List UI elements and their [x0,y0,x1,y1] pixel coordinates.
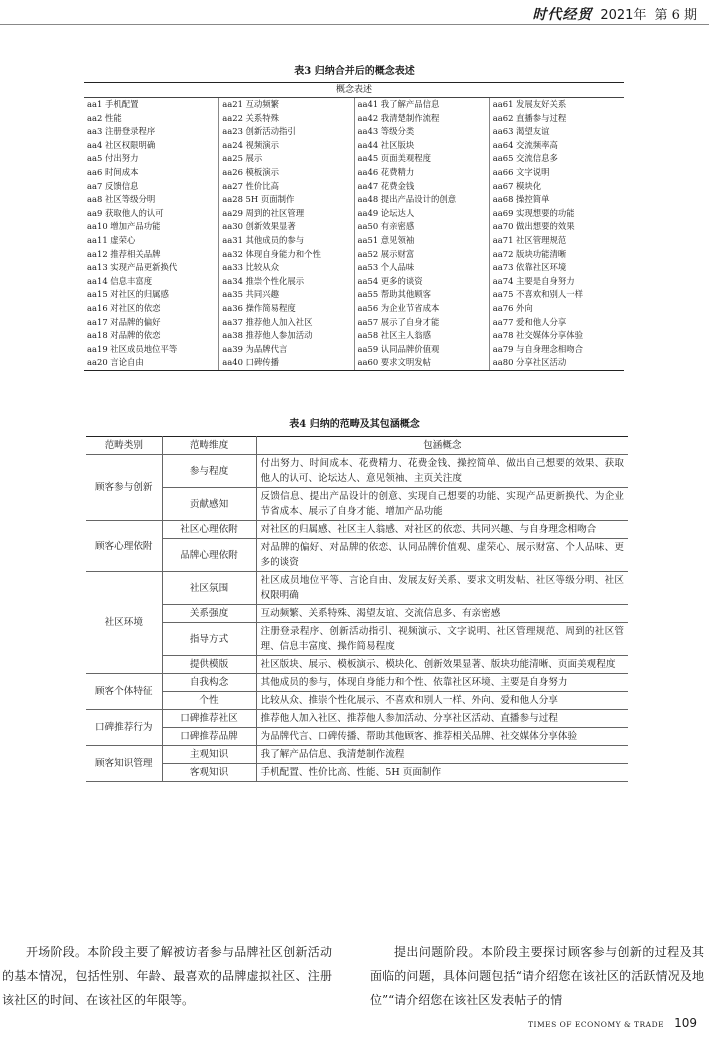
table-row [86,674,628,692]
table3-column [218,98,353,370]
concept-cell: aa71 社区管理规范 [492,234,567,245]
concept-cell: aa73 依靠社区环境 [492,262,567,273]
table-row [86,764,628,782]
concept-cell: aa18 对品牌的依恋 [87,330,161,341]
concept-cell: aa16 对社区的依恋 [87,302,161,313]
concept-cell: aa22 关系特殊 [222,112,280,123]
category-cell: 顾客心理依附 [86,521,162,572]
table3-grid [84,98,624,370]
category-cell: 社区环境 [86,572,162,674]
concept-cell: aa56 为企业节省成本 [357,302,440,313]
concept-cell: aa54 更多的谈资 [357,275,423,286]
table4 [86,436,628,782]
concept-cell: aa66 文字说明 [492,166,550,177]
dimension-cell: 个性 [162,692,256,710]
concept-cell: aa11 虚荣心 [87,234,136,245]
concept-cell: aa53 个人品味 [357,262,415,273]
concepts-cell: 社区成员地位平等、言论自由、发展友好关系、要求文明发帖、社区等级分明、社区权限明确 [256,572,628,605]
concept-cell: aa30 创新效果显著 [222,221,296,232]
concepts-cell: 注册登录程序、创新活动指引、视频演示、文字说明、社区管理规范、周到的社区管理、信息丰富度、操作简易程度 [256,623,628,656]
concept-cell: aa45 页面美观程度 [357,153,432,164]
concept-cell: aa27 性价比高 [222,180,280,191]
table3-column [354,98,489,370]
concept-cell: aa59 认同品牌价值观 [357,343,440,354]
table-row [86,656,628,674]
concept-cell: aa62 直播参与过程 [492,112,567,123]
concept-cell: aa37 推荐他人加入社区 [222,316,313,327]
concepts-cell: 推荐他人加入社区、推荐他人参加活动、分享社区活动、直播参与过程 [256,710,628,728]
table-row [86,488,628,521]
dimension-cell: 主观知识 [162,746,256,764]
concept-cell: aa67 模块化 [492,180,542,191]
concept-cell: aa17 对品牌的偏好 [87,316,161,327]
concept-cell: aa76 外向 [492,302,533,313]
concepts-cell: 对品牌的偏好、对品牌的依恋、认同品牌价值观、虚荣心、展示财富、个人品味、更多的谈资 [256,539,628,572]
table-row [86,623,628,656]
concept-cell: aa43 等级分类 [357,126,415,137]
concepts-cell: 我了解产品信息、我清楚制作流程 [256,746,628,764]
concept-cell: aa78 社交媒体分享体验 [492,330,584,341]
body-text-right: 提出问题阶段。本阶段主要探讨顾客参与创新的过程及其面临的问题，具体问题包括“请介绍您在该社区的活跃情况及地位”“请介绍您在该社区发表帖子的情 [370,945,704,1007]
concept-cell: aa35 共同兴趣 [222,289,280,300]
table-row [86,692,628,710]
concept-cell: aa65 交流信息多 [492,153,558,164]
concept-cell: aa32 体现自身能力和个性 [222,248,321,259]
category-cell: 口碑推荐行为 [86,710,162,746]
concept-cell: aa23 创新活动指引 [222,126,296,137]
concept-cell: aa31 其他成员的参与 [222,234,305,245]
concepts-cell: 付出努力、时间成本、花费精力、花费金钱、操控简单、做出自己想要的效果、获取他人的认可、论坛达人、意见领袖、主页关注度 [256,455,628,488]
journal-name: 时代经贸 [532,7,593,23]
table4-caption: 表4 归纳的范畴及其包涵概念 [289,419,420,430]
concept-cell: aa5 付出努力 [87,153,139,164]
concept-cell: aa55 帮助其他顾客 [357,289,432,300]
page-number: 109 [674,1016,697,1030]
category-cell: 顾客知识管理 [86,746,162,782]
concept-cell: aa3 注册登录程序 [87,126,156,137]
dimension-cell: 口碑推荐品牌 [162,728,256,746]
concept-cell: aa64 交流频率高 [492,139,558,150]
concepts-cell: 手机配置、性价比高、性能、5H 页面制作 [256,764,628,782]
concept-cell: aa2 性能 [87,112,122,123]
dimension-cell: 关系强度 [162,605,256,623]
concepts-cell: 社区版块、展示、模板演示、模块化、创新效果显著、版块功能清晰、页面美观程度 [256,656,628,674]
concept-cell: aa21 互动频繁 [222,99,280,109]
concept-cell: aa29 周到的社区管理 [222,207,305,218]
table3-header: 概念表述 [84,83,624,98]
table3-column [489,98,624,370]
dimension-cell: 提供模版 [162,656,256,674]
table-row [86,710,628,728]
concept-cell: aa1 手机配置 [87,99,139,109]
concept-cell: aa40 口碑传播 [222,357,280,368]
concept-cell: aa38 推荐他人参加活动 [222,330,313,341]
concept-cell: aa74 主要是自身努力 [492,275,575,286]
concepts-cell: 反馈信息、提出产品设计的创意、实现自己想要的功能、实现产品更新换代、为企业节省成本、展示了自身才能、增加产品功能 [256,488,628,521]
concept-cell: aa19 社区成员地位平等 [87,343,178,354]
concept-cell: aa6 时间成本 [87,166,139,177]
page-header [532,4,697,24]
dimension-cell: 品牌心理依附 [162,539,256,572]
concept-cell: aa46 花费精力 [357,166,415,177]
concepts-cell: 对社区的归属感、社区主人翁感、对社区的依恋、共同兴趣、与自身理念相吻合 [256,521,628,539]
concept-cell: aa44 社区版块 [357,139,415,150]
concept-cell: aa75 不喜欢和别人一样 [492,289,584,300]
dimension-cell: 指导方式 [162,623,256,656]
concept-cell: aa13 实现产品更新换代 [87,262,178,273]
table3-column [84,98,218,370]
table-row [86,728,628,746]
table4-header-concepts: 包涵概念 [256,437,628,455]
table-row [86,539,628,572]
table-row [86,572,628,605]
concept-cell: aa68 操控简单 [492,194,550,205]
dimension-cell: 口碑推荐社区 [162,710,256,728]
concepts-cell: 互动频繁、关系特殊、渴望友谊、交流信息多、有亲密感 [256,605,628,623]
dimension-cell: 参与程度 [162,455,256,488]
concept-cell: aa72 版块功能清晰 [492,248,567,259]
dimension-cell: 社区氛围 [162,572,256,605]
table4-header-category: 范畴类别 [86,437,162,455]
concept-cell: aa60 要求文明发帖 [357,357,432,368]
concept-cell: aa8 社区等级分明 [87,194,156,205]
concept-cell: aa28 5H 页面制作 [222,194,295,205]
concepts-cell: 为品牌代言、口碑传播、帮助其他顾客、推荐相关品牌、社交媒体分享体验 [256,728,628,746]
journal-year: 2021年 [600,8,647,23]
concept-cell: aa77 爱和他人分享 [492,316,567,327]
concept-cell: aa58 社区主人翁感 [357,330,432,341]
concept-cell: aa51 意见领袖 [357,234,415,245]
table-row [86,605,628,623]
journal-issue: 第 6 期 [654,8,697,23]
concept-cell: aa20 言论自由 [87,357,144,368]
concepts-cell: 其他成员的参与，体现自身能力和个性、依靠社区环境、主要是自身努力 [256,674,628,692]
concept-cell: aa14 信息丰富度 [87,275,153,286]
concept-cell: aa79 与自身理念相吻合 [492,343,584,354]
table3 [84,82,624,371]
concept-cell: aa49 论坛达人 [357,207,415,218]
concept-cell: aa70 做出想要的效果 [492,221,575,232]
table-row [86,746,628,764]
header-rule [0,24,709,25]
footer-journal: TIMES OF ECONOMY & TRADE [528,1020,665,1029]
concept-cell: aa47 花费金钱 [357,180,415,191]
concept-cell: aa57 展示了自身才能 [357,316,440,327]
concept-cell: aa48 提出产品设计的创意 [357,194,457,205]
concept-cell: aa25 展示 [222,153,263,164]
concept-cell: aa36 操作简易程度 [222,302,296,313]
concept-cell: aa12 推荐相关品牌 [87,248,161,259]
concept-cell: aa24 视频演示 [222,139,280,150]
concept-cell: aa26 模板演示 [222,166,280,177]
concept-cell: aa42 我清楚制作流程 [357,112,440,123]
dimension-cell: 社区心理依附 [162,521,256,539]
concept-cell: aa39 为品牌代言 [222,343,288,354]
concept-cell: aa41 我了解产品信息 [357,99,440,109]
table-row [86,521,628,539]
concept-cell: aa4 社区权限明确 [87,139,156,150]
category-cell: 顾客个体特征 [86,674,162,710]
table4-header-dimension: 范畴维度 [162,437,256,455]
concept-cell: aa50 有亲密感 [357,221,415,232]
concepts-cell: 比较从众、推崇个性化展示、不喜欢和别人一样、外向、爱和他人分享 [256,692,628,710]
category-cell: 顾客参与创新 [86,455,162,521]
concept-cell: aa7 反馈信息 [87,180,139,191]
concept-cell: aa9 获取他人的认可 [87,207,164,218]
concept-cell: aa10 增加产品功能 [87,221,161,232]
dimension-cell: 自我构念 [162,674,256,692]
concept-cell: aa52 展示财富 [357,248,415,259]
concept-cell: aa80 分享社区活动 [492,357,567,368]
concept-cell: aa69 实现想要的功能 [492,207,575,218]
table3-caption: 表3 归纳合并后的概念表述 [294,66,415,77]
dimension-cell: 贡献感知 [162,488,256,521]
concept-cell: aa15 对社区的归属感 [87,289,169,300]
dimension-cell: 客观知识 [162,764,256,782]
concept-cell: aa33 比较从众 [222,262,280,273]
concept-cell: aa61 发展友好关系 [492,99,567,109]
concept-cell: aa63 渴望友谊 [492,126,550,137]
table-row [86,455,628,488]
page-footer [528,1016,697,1030]
body-text-left: 开场阶段。本阶段主要了解被访者参与品牌社区创新活动的基本情况，包括性别、年龄、最喜欢的品牌虚拟社区、注册该社区的时间、在该社区的年限等。 [2,945,332,1007]
concept-cell: aa34 推崇个性化展示 [222,275,305,286]
